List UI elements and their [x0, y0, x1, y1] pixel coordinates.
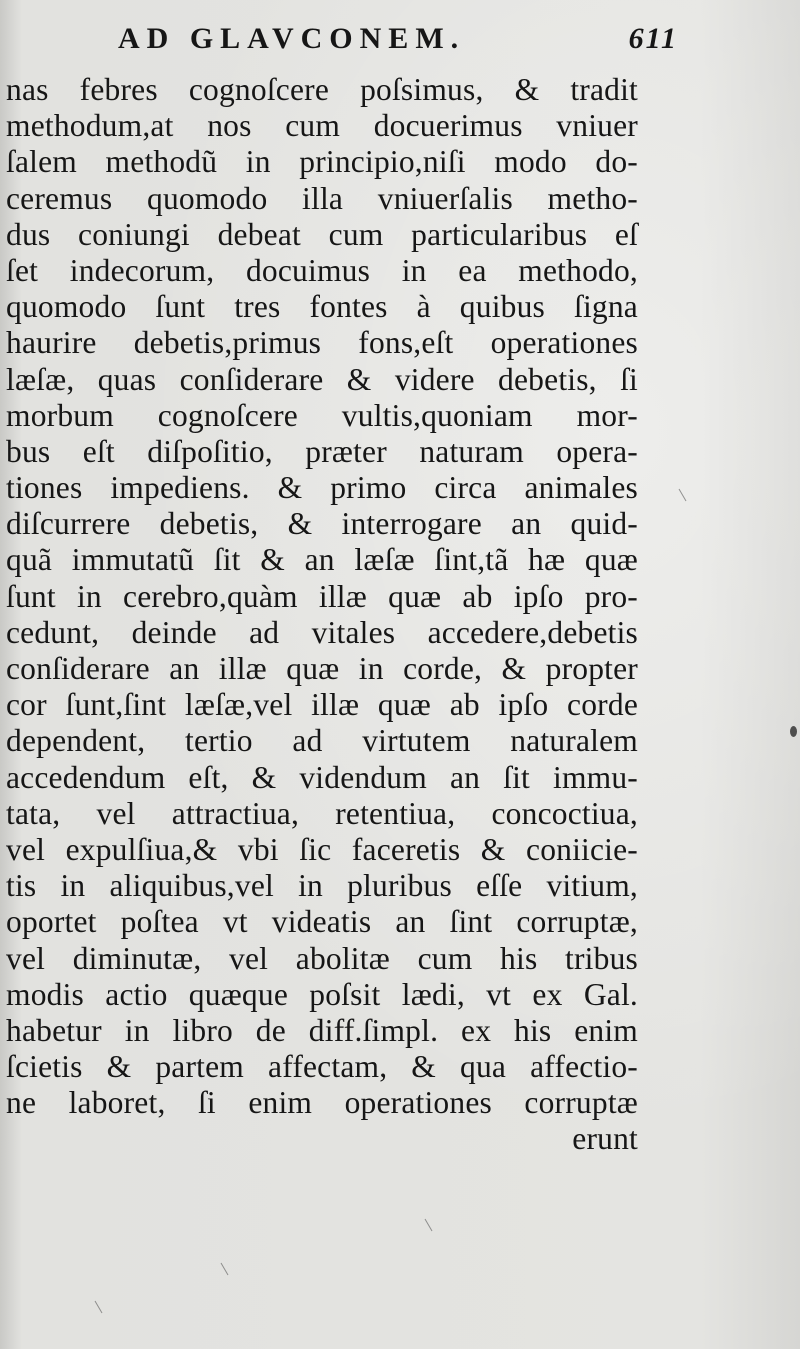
- paper-mark: [221, 1263, 229, 1276]
- text-line: vel diminutæ, vel abolitæ cum his tribus: [6, 940, 638, 976]
- text-line: conſiderare an illæ quæ in corde, & propter: [6, 651, 638, 686]
- text-line: tata, vel attractiua, retentiua, concoctiua,: [6, 795, 638, 831]
- text-line: accedendum eſt, & videndum an ſit immu-: [6, 759, 638, 795]
- text-line: nas febres cognoſcere poſsimus, & tradit: [6, 72, 638, 107]
- ink-speck: [790, 726, 797, 737]
- text-line: tiones impediens. & primo circa animales: [6, 470, 638, 506]
- text-line: tis in aliquibus,vel in pluribus eſſe vitium,: [6, 868, 638, 904]
- text-line: ſcietis & partem affectam, & qua affectio-: [6, 1049, 638, 1085]
- text-line: methodum,at nos cum docuerimus vniuer: [6, 108, 638, 144]
- paper-mark: [679, 489, 687, 502]
- text-line: dependent, tertio ad virtutem naturalem: [6, 723, 638, 759]
- paper-mark: [95, 1301, 103, 1314]
- text-line: dus coniungi debeat cum particularibus eſ: [6, 216, 638, 252]
- text-line: bus eſt diſpoſitio, præter naturam opera-: [6, 433, 638, 469]
- page-number: 611: [628, 22, 678, 55]
- text-line: vel expulſiua,& vbi ſic faceretis & coniicie-: [6, 831, 638, 867]
- text-line: haurire debetis,primus fons,eſt operationes: [6, 325, 638, 361]
- text-line: cedunt, deinde ad vitales accedere,debetis: [6, 614, 638, 650]
- text-line: quã immutatũ ſit & an læſæ ſint,tã hæ quæ: [6, 542, 638, 578]
- text-line: modis actio quæque poſsit lædi, vt ex Gal.: [6, 976, 638, 1012]
- text-line: oportet poſtea vt videatis an ſint corruptæ,: [6, 904, 638, 940]
- text-line: ſalem methodũ in principio,niſi modo do-: [6, 144, 638, 180]
- text-line: diſcurrere debetis, & interrogare an quid-: [6, 506, 638, 542]
- text-line: ne laboret, ſi enim operationes corruptæ: [6, 1085, 638, 1121]
- text-line: morbum cognoſcere vultis,quoniam mor-: [6, 397, 638, 433]
- running-head: AD GLAVCONEM.: [118, 22, 466, 55]
- text-line: quomodo ſunt tres fontes à quibus ſigna: [6, 289, 638, 325]
- text-line: habetur in libro de diff.ſimpl. ex his enim: [6, 1012, 638, 1048]
- catchword: erunt: [572, 1121, 638, 1157]
- paper-mark: [425, 1219, 433, 1232]
- text-line: ceremus quomodo illa vniuerſalis metho-: [6, 180, 638, 216]
- text-line: ſunt in cerebro,quàm illæ quæ ab ipſo pro-: [6, 578, 638, 614]
- page-header: [118, 22, 678, 62]
- text-line: læſæ, quas conſiderare & videre debetis, ſi: [6, 361, 638, 397]
- text-line: cor ſunt,ſint læſæ,vel illæ quæ ab ipſo corde: [6, 687, 638, 723]
- text-line: ſet indecorum, docuimus in ea methodo,: [6, 252, 638, 288]
- body-text: [6, 72, 646, 1158]
